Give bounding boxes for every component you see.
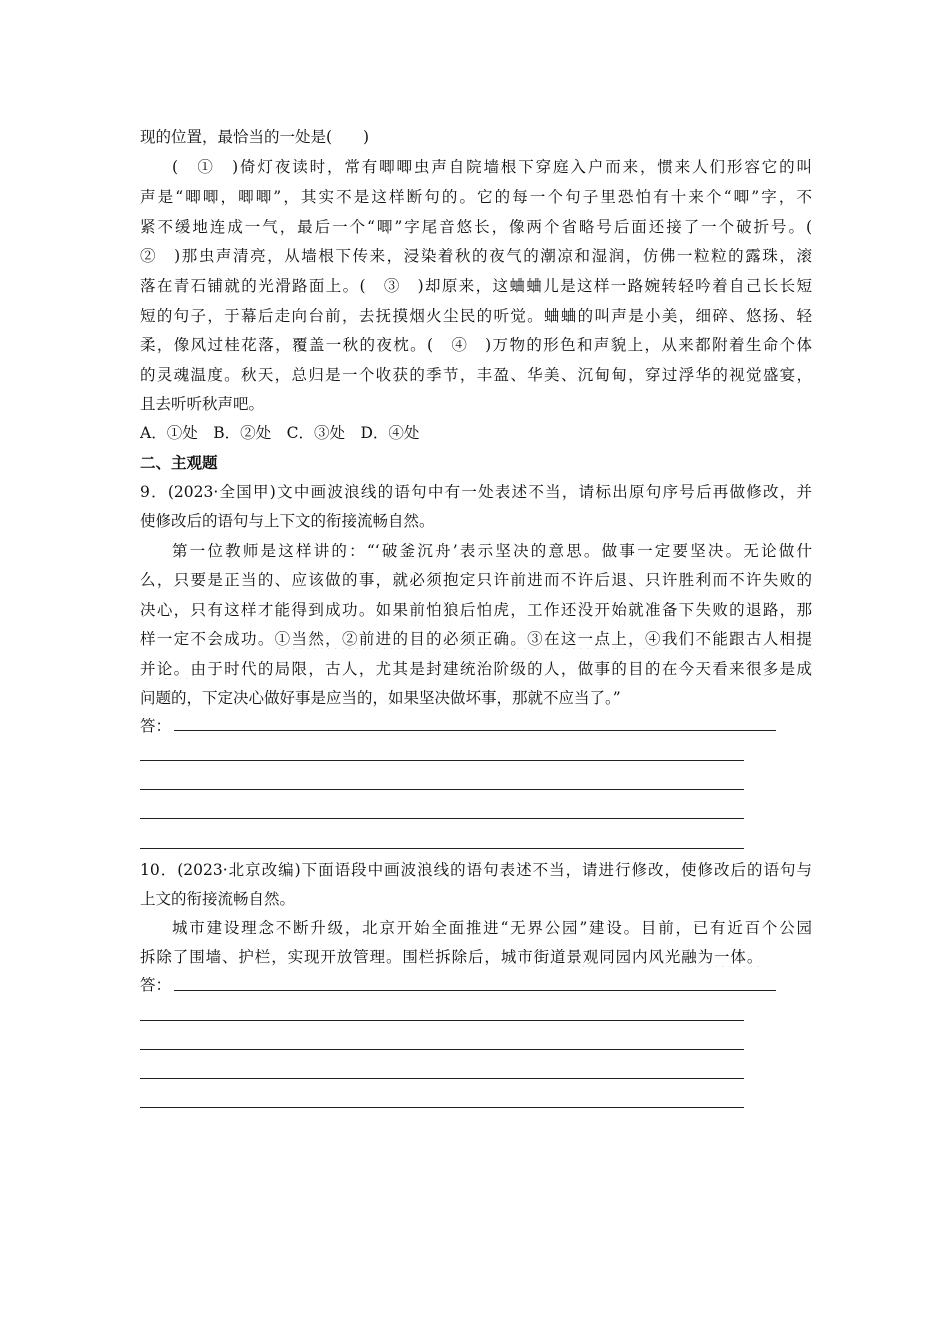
q8-passage-line: 声是“唧唧，唧唧”，其实不是这样断句的。它的每一个句子里恐怕有十来个“唧”字，不	[140, 188, 812, 206]
q8-passage-line: ② )那虫声清亮，从墙根下传来，浸染着秋的夜气的潮凉和湿润，仿佛一粒粒的露珠，滚	[140, 247, 812, 265]
q10-answer-line[interactable]	[140, 1078, 744, 1079]
q9-answer-line[interactable]	[140, 760, 744, 761]
q10-stem-line: 10．(2023·北京改编)下面语段中画波浪线的语句表述不当，请进行修改，使修改后的语句与	[140, 861, 812, 879]
q8-passage-line: 且去听听秋声吧。	[140, 395, 265, 413]
q10-passage-line: 城市建设理念不断升级，北京开始全面推进“无界公园”建设。目前，已有近百个公园	[172, 919, 812, 937]
q9-passage-line: 问题的，下定决心做好事是应当的，如果坚决做坏事，那就不应当了。”	[140, 689, 621, 707]
q8-passage-line: 的灵魂温度。秋天，总归是一个收获的季节，丰盈、华美、沉甸甸，穿过浮华的视觉盛宴，	[140, 366, 812, 384]
q8-options: A．①处 B．②处 C．③处 D．④处	[140, 424, 420, 442]
q9-wavy-sentence: ①当然，②前进的目的必须正确。③在这一点上，④我们不能跟古人相提	[274, 630, 812, 648]
q8-passage-line: 紧不缓地连成一气，最后一个“唧”字尾音悠长，像两个省略号后面还接了一个破折号。(	[140, 218, 812, 236]
q9-stem-line: 9．(2023·全国甲)文中画波浪线的语句中有一处表述不当，请标出原句序号后再做修改，并	[140, 483, 812, 501]
q10-answer-label: 答：	[140, 976, 172, 994]
q9-passage-plain: 样一定不会成功。	[140, 630, 275, 648]
q9-answer-line[interactable]	[174, 730, 776, 731]
q10-passage-line	[140, 947, 812, 967]
q9-passage-line	[140, 659, 812, 679]
q10-passage-plain: 拆除了围墙、护栏，实现开放管理。围栏拆除后，	[140, 948, 501, 966]
q8-passage-line: 柔，像风过桂花落，覆盖一秋的夜枕。( ④ )万物的形色和声貌上，从来都附着生命个体	[140, 336, 812, 354]
q9-answer-line[interactable]	[140, 818, 744, 819]
q9-answer-line[interactable]	[140, 789, 744, 790]
q10-answer-line[interactable]	[174, 990, 776, 991]
q9-passage-line	[140, 629, 812, 649]
q8-passage-line: ( ① )倚灯夜读时，常有唧唧虫声自院墙根下穿庭入户而来，惯来人们形容它的叫	[172, 158, 812, 176]
q9-passage-line: 决心，只有这样才能得到成功。如果前怕狼后怕虎，工作还没开始就准备下失败的退路，那	[140, 601, 812, 619]
q9-answer-label: 答：	[140, 717, 172, 735]
q9-stem-line: 使修改后的语句与上下文的衔接流畅自然。	[140, 512, 435, 530]
q10-stem-line: 上文的衔接流畅自然。	[140, 890, 296, 908]
q9-passage-line: 么，只要是正当的、应该做的事，就必须抱定只许前进而不许后退、只许胜利而不许失败的	[140, 571, 812, 589]
q8-stem-tail: 现的位置，最恰当的一处是( )	[140, 128, 370, 146]
q9-wavy-sentence: 并论。	[140, 660, 191, 678]
q10-wavy-sentence: 城市街道景观同园内风光融为一体。	[500, 948, 764, 966]
q10-answer-line[interactable]	[140, 1107, 744, 1108]
q9-answer-line[interactable]	[140, 848, 744, 849]
q9-passage-line: 第一位教师是这样讲的：“‘破釜沉舟’表示坚决的意思。做事一定要坚决。无论做什	[172, 542, 812, 560]
q8-passage-line: 落在青石铺就的光滑路面上。( ③ )却原来，这蛐蛐儿是这样一路婉转轻吟着自己长长短	[140, 277, 812, 295]
q10-answer-line[interactable]	[140, 1020, 744, 1021]
q9-passage-plain: 由于时代的局限，古人，尤其是封建统治阶级的人，做事的目的在今天看来很多是成	[190, 660, 812, 678]
q8-passage-line: 短的句子，于幕后走向台前，去抚摸烟火尘民的听觉。蛐蛐的叫声是小美，细碎、悠扬、轻	[140, 307, 812, 325]
section-title: 二、主观题	[140, 453, 218, 472]
q10-answer-line[interactable]	[140, 1049, 744, 1050]
